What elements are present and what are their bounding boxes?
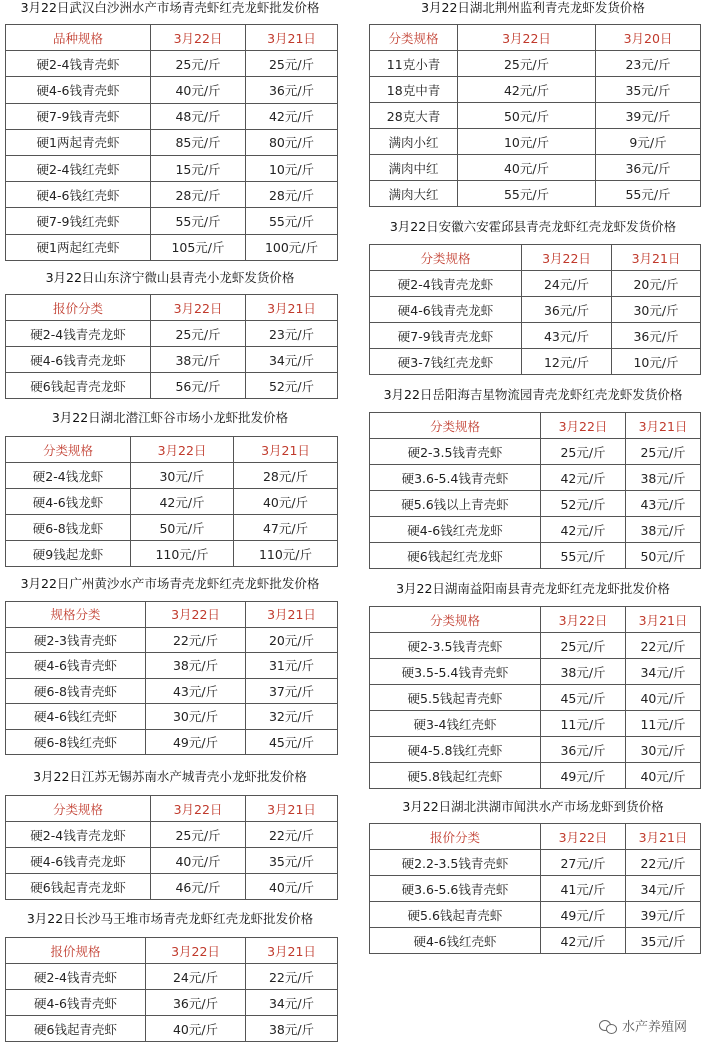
table-row [6, 990, 338, 1016]
spec-cell: 硬2-4钱青壳龙虾 [370, 271, 522, 297]
price-cell: 10元/斤 [246, 155, 338, 181]
table-row [6, 463, 338, 489]
table [5, 24, 338, 261]
price-cell: 43元/斤 [626, 491, 701, 517]
table [5, 795, 338, 900]
spec-cell: 硬6钱起青壳虾 [6, 1016, 146, 1042]
price-cell: 38元/斤 [151, 347, 246, 373]
spec-cell: 硬3-7钱红壳龙虾 [370, 349, 522, 375]
table-title: 3月22日江苏无锡苏南水产城青壳小龙虾批发价格 [33, 769, 307, 784]
table-row [370, 711, 701, 737]
column-header: 3月22日 [151, 25, 246, 51]
price-cell: 22元/斤 [146, 627, 246, 653]
table [369, 244, 701, 375]
spec-cell: 硬6-8钱龙虾 [6, 515, 131, 541]
column-header: 3月21日 [246, 796, 338, 822]
table-row [6, 77, 338, 103]
price-cell: 34元/斤 [626, 659, 701, 685]
price-table [369, 244, 700, 375]
price-cell: 55元/斤 [541, 543, 626, 569]
table-row [6, 208, 338, 234]
spec-cell: 硬7-9钱青壳虾 [6, 103, 151, 129]
spec-cell: 硬2.2-3.5钱青壳虾 [370, 850, 541, 876]
table-row [6, 182, 338, 208]
table-header-row [6, 437, 338, 463]
price-cell: 40元/斤 [151, 77, 246, 103]
price-cell: 32元/斤 [246, 704, 338, 730]
price-cell: 35元/斤 [626, 928, 701, 954]
spec-cell: 硬6-8钱红壳虾 [6, 729, 146, 755]
spec-cell: 硬2-4钱红壳虾 [6, 155, 151, 181]
table-header-row [6, 295, 338, 321]
price-table [5, 436, 337, 567]
column-header: 3月21日 [246, 938, 338, 964]
column-header: 3月22日 [131, 437, 234, 463]
table-row [370, 323, 701, 349]
table-title: 3月22日湖北潜江虾谷市场小龙虾批发价格 [51, 410, 289, 425]
column-header: 3月21日 [246, 295, 338, 321]
table-row [370, 77, 701, 103]
price-cell: 11元/斤 [541, 711, 626, 737]
spec-cell: 硬6钱起青壳龙虾 [6, 373, 151, 399]
table-row [6, 541, 338, 567]
table-header-row [370, 413, 701, 439]
table [369, 412, 701, 569]
price-cell: 42元/斤 [541, 465, 626, 491]
spec-cell: 硬3.6-5.4钱青壳虾 [370, 465, 541, 491]
price-table-nanxian [366, 581, 700, 784]
price-cell: 23元/斤 [246, 321, 338, 347]
table-title: 3月22日长沙马王堆市场青壳龙虾红壳龙虾批发价格 [26, 911, 314, 926]
price-cell: 40元/斤 [246, 874, 338, 900]
price-cell: 38元/斤 [246, 1016, 338, 1042]
spec-cell: 硬4-6钱青壳龙虾 [6, 848, 151, 874]
table-row [370, 737, 701, 763]
price-cell: 10元/斤 [612, 349, 701, 375]
price-table-jianli [366, 0, 700, 202]
table-row [370, 543, 701, 569]
table-row [370, 129, 701, 155]
table-row [6, 515, 338, 541]
price-cell: 41元/斤 [541, 876, 626, 902]
price-table-changsha [3, 911, 337, 1037]
price-cell: 36元/斤 [596, 155, 701, 181]
price-cell: 25元/斤 [246, 51, 338, 77]
price-table [369, 823, 700, 954]
spec-cell: 硬5.5钱起青壳虾 [370, 685, 541, 711]
table-row [370, 271, 701, 297]
table [369, 823, 701, 954]
price-cell: 39元/斤 [596, 103, 701, 129]
spec-cell: 18克中青 [370, 77, 458, 103]
column-header: 3月22日 [541, 413, 626, 439]
column-header: 分类规格 [6, 437, 131, 463]
price-cell: 36元/斤 [146, 990, 246, 1016]
spec-cell: 硬5.6钱起青壳虾 [370, 902, 541, 928]
spec-cell: 28克大青 [370, 103, 458, 129]
price-cell: 40元/斤 [234, 489, 338, 515]
table-header-row [370, 824, 701, 850]
wechat-icon [599, 1019, 617, 1033]
column-header: 3月21日 [626, 824, 701, 850]
price-table [5, 294, 337, 399]
spec-cell: 硬4-6钱红壳龙虾 [370, 517, 541, 543]
price-table-wuhan [3, 0, 337, 256]
spec-cell: 硬4-6钱青壳虾 [6, 77, 151, 103]
table-row [6, 103, 338, 129]
price-cell: 22元/斤 [246, 822, 338, 848]
spec-cell: 硬4-6钱青壳虾 [6, 653, 146, 679]
price-cell: 49元/斤 [146, 729, 246, 755]
spec-cell: 硬6-8钱青壳虾 [6, 678, 146, 704]
spec-cell: 硬4-6钱红壳虾 [6, 704, 146, 730]
price-cell: 50元/斤 [626, 543, 701, 569]
price-table-huoqiu [366, 219, 700, 370]
price-cell: 43元/斤 [522, 323, 612, 349]
table-row [370, 633, 701, 659]
table-row [370, 439, 701, 465]
table-title: 3月22日湖北荆州监利青壳龙虾发货价格 [421, 0, 645, 15]
price-cell: 56元/斤 [151, 373, 246, 399]
table-row [370, 928, 701, 954]
table-title: 3月22日武汉白沙洲水产市场青壳虾红壳龙虾批发价格 [20, 0, 320, 15]
price-cell: 24元/斤 [146, 964, 246, 990]
column-header: 3月20日 [596, 25, 701, 51]
table-row [6, 729, 338, 755]
price-cell: 30元/斤 [146, 704, 246, 730]
table-row [6, 155, 338, 181]
column-header: 3月22日 [151, 295, 246, 321]
price-cell: 49元/斤 [541, 902, 626, 928]
column-header: 3月22日 [151, 796, 246, 822]
price-table [5, 795, 337, 900]
spec-cell: 硬4-6钱红壳虾 [6, 182, 151, 208]
price-cell: 30元/斤 [612, 297, 701, 323]
column-header: 分类规格 [370, 413, 541, 439]
price-cell: 110元/斤 [131, 541, 234, 567]
price-table-yueyang [366, 387, 700, 564]
price-cell: 85元/斤 [151, 129, 246, 155]
column-header: 分类规格 [370, 25, 458, 51]
table-row [6, 678, 338, 704]
table-row [6, 489, 338, 515]
price-cell: 42元/斤 [246, 103, 338, 129]
spec-cell: 硬3.6-5.6钱青壳虾 [370, 876, 541, 902]
spec-cell: 满肉大红 [370, 181, 458, 207]
price-cell: 38元/斤 [541, 659, 626, 685]
price-cell: 40元/斤 [151, 848, 246, 874]
table-row [6, 874, 338, 900]
spec-cell: 硬2-4钱龙虾 [6, 463, 131, 489]
price-cell: 35元/斤 [596, 77, 701, 103]
spec-cell: 硬9钱起龙虾 [6, 541, 131, 567]
price-cell: 9元/斤 [596, 129, 701, 155]
spec-cell: 硬1两起红壳虾 [6, 234, 151, 260]
spec-cell: 硬2-3.5钱青壳虾 [370, 439, 541, 465]
table-row [6, 234, 338, 260]
spec-cell: 硬4-6钱龙虾 [6, 489, 131, 515]
table-row [370, 850, 701, 876]
price-cell: 42元/斤 [131, 489, 234, 515]
table [369, 606, 701, 789]
price-cell: 23元/斤 [596, 51, 701, 77]
table [5, 436, 338, 567]
column-header: 3月22日 [146, 938, 246, 964]
price-cell: 43元/斤 [146, 678, 246, 704]
price-cell: 28元/斤 [234, 463, 338, 489]
price-cell: 10元/斤 [458, 129, 596, 155]
price-cell: 25元/斤 [458, 51, 596, 77]
price-table [5, 601, 337, 755]
spec-cell: 硬5.6钱以上青壳虾 [370, 491, 541, 517]
price-cell: 50元/斤 [131, 515, 234, 541]
column-header: 3月21日 [626, 607, 701, 633]
column-header: 3月21日 [234, 437, 338, 463]
table-row [370, 902, 701, 928]
price-cell: 42元/斤 [541, 517, 626, 543]
table-title: 3月22日安徽六安霍邱县青壳龙虾红壳龙虾发货价格 [389, 219, 677, 234]
table-header-row [370, 245, 701, 271]
price-cell: 52元/斤 [541, 491, 626, 517]
spec-cell: 硬4-6钱青壳龙虾 [370, 297, 522, 323]
spec-cell: 硬4-6钱青壳龙虾 [6, 347, 151, 373]
table-row [6, 848, 338, 874]
price-table-wuxi [3, 769, 337, 895]
table [5, 294, 338, 399]
spec-cell: 硬3-4钱红壳虾 [370, 711, 541, 737]
column-header: 分类规格 [370, 245, 522, 271]
spec-cell: 硬2-3.5钱青壳虾 [370, 633, 541, 659]
price-cell: 25元/斤 [626, 439, 701, 465]
price-cell: 34元/斤 [246, 990, 338, 1016]
price-cell: 22元/斤 [626, 850, 701, 876]
price-cell: 35元/斤 [246, 848, 338, 874]
watermark-text: 水产养殖网 [621, 1020, 687, 1035]
price-table-weishan [3, 270, 337, 394]
column-header: 分类规格 [370, 607, 541, 633]
price-cell: 55元/斤 [596, 181, 701, 207]
price-cell: 42元/斤 [458, 77, 596, 103]
spec-cell: 硬4-6钱青壳虾 [6, 990, 146, 1016]
price-cell: 22元/斤 [626, 633, 701, 659]
price-cell: 55元/斤 [246, 208, 338, 234]
price-cell: 42元/斤 [541, 928, 626, 954]
column-header: 3月22日 [541, 824, 626, 850]
price-cell: 28元/斤 [246, 182, 338, 208]
spec-cell: 硬3.5-5.4钱青壳虾 [370, 659, 541, 685]
table-header-row [6, 602, 338, 628]
price-cell: 39元/斤 [626, 902, 701, 928]
table-row [6, 653, 338, 679]
price-cell: 38元/斤 [626, 517, 701, 543]
table-header-row [6, 25, 338, 51]
table-row [370, 181, 701, 207]
price-table-qianjiang [3, 410, 337, 562]
column-header: 规格分类 [6, 602, 146, 628]
price-table [369, 606, 700, 789]
column-header: 3月21日 [626, 413, 701, 439]
table-row [6, 627, 338, 653]
table-row [370, 465, 701, 491]
price-table [369, 412, 700, 569]
table-header-row [6, 796, 338, 822]
table-row [6, 51, 338, 77]
table-row [6, 964, 338, 990]
price-cell: 50元/斤 [458, 103, 596, 129]
column-header: 3月21日 [246, 25, 338, 51]
price-cell: 80元/斤 [246, 129, 338, 155]
price-cell: 47元/斤 [234, 515, 338, 541]
price-cell: 40元/斤 [458, 155, 596, 181]
price-cell: 30元/斤 [131, 463, 234, 489]
price-cell: 25元/斤 [541, 439, 626, 465]
table-title: 3月22日湖北洪湖市闻洪水产市场龙虾到货价格 [402, 799, 664, 814]
column-header: 3月21日 [246, 602, 338, 628]
table-row [370, 876, 701, 902]
column-header: 3月22日 [541, 607, 626, 633]
price-cell: 25元/斤 [151, 321, 246, 347]
price-cell: 20元/斤 [246, 627, 338, 653]
table-row [370, 517, 701, 543]
table-header-row [370, 25, 701, 51]
price-cell: 45元/斤 [246, 729, 338, 755]
column-header: 报价规格 [6, 938, 146, 964]
price-cell: 37元/斤 [246, 678, 338, 704]
price-cell: 22元/斤 [246, 964, 338, 990]
price-cell: 48元/斤 [151, 103, 246, 129]
price-table [369, 24, 700, 207]
spec-cell: 硬7-9钱青壳龙虾 [370, 323, 522, 349]
table-title: 3月22日岳阳海吉星物流园青壳龙虾红壳龙虾发货价格 [383, 387, 683, 402]
price-cell: 105元/斤 [151, 234, 246, 260]
price-cell: 31元/斤 [246, 653, 338, 679]
price-cell: 40元/斤 [626, 685, 701, 711]
price-cell: 40元/斤 [626, 763, 701, 789]
price-cell: 27元/斤 [541, 850, 626, 876]
price-table-guangzhou [3, 576, 337, 750]
spec-cell: 硬7-9钱红壳虾 [6, 208, 151, 234]
price-cell: 38元/斤 [626, 465, 701, 491]
price-cell: 15元/斤 [151, 155, 246, 181]
price-cell: 46元/斤 [151, 874, 246, 900]
table-row [370, 349, 701, 375]
price-cell: 28元/斤 [151, 182, 246, 208]
price-cell: 34元/斤 [626, 876, 701, 902]
table-row [6, 373, 338, 399]
price-cell: 25元/斤 [151, 51, 246, 77]
spec-cell: 硬2-4钱青壳虾 [6, 964, 146, 990]
column-header: 3月22日 [146, 602, 246, 628]
column-header: 报价分类 [6, 295, 151, 321]
table-row [370, 763, 701, 789]
spec-cell: 满肉中红 [370, 155, 458, 181]
table [369, 24, 701, 207]
column-header: 分类规格 [6, 796, 151, 822]
spec-cell: 硬2-4钱青壳龙虾 [6, 321, 151, 347]
price-cell: 24元/斤 [522, 271, 612, 297]
spec-cell: 硬1两起青壳虾 [6, 129, 151, 155]
table-row [370, 297, 701, 323]
price-cell: 55元/斤 [458, 181, 596, 207]
price-table [5, 937, 337, 1042]
column-header: 3月22日 [458, 25, 596, 51]
table-title: 3月22日广州黄沙水产市场青壳龙虾红壳龙虾批发价格 [20, 576, 320, 591]
spec-cell: 硬6钱起红壳龙虾 [370, 543, 541, 569]
price-cell: 12元/斤 [522, 349, 612, 375]
spec-cell: 硬2-4钱青壳虾 [6, 51, 151, 77]
price-table-honghu [366, 799, 700, 949]
price-cell: 52元/斤 [246, 373, 338, 399]
watermark [599, 1016, 687, 1035]
spec-cell: 硬4-5.8钱红壳虾 [370, 737, 541, 763]
price-cell: 40元/斤 [146, 1016, 246, 1042]
table-title: 3月22日山东济宁微山县青壳小龙虾发货价格 [45, 270, 295, 285]
table-title: 3月22日湖南益阳南县青壳龙虾红壳龙虾批发价格 [396, 581, 670, 596]
table-row [6, 822, 338, 848]
column-header: 3月21日 [612, 245, 701, 271]
price-cell: 25元/斤 [151, 822, 246, 848]
price-cell: 45元/斤 [541, 685, 626, 711]
table-header-row [370, 607, 701, 633]
price-cell: 30元/斤 [626, 737, 701, 763]
table-row [370, 103, 701, 129]
table-row [6, 321, 338, 347]
spec-cell: 满肉小红 [370, 129, 458, 155]
spec-cell: 11克小青 [370, 51, 458, 77]
column-header: 3月22日 [522, 245, 612, 271]
price-cell: 38元/斤 [146, 653, 246, 679]
table [5, 937, 338, 1042]
price-cell: 36元/斤 [522, 297, 612, 323]
spec-cell: 硬2-4钱青壳龙虾 [6, 822, 151, 848]
spec-cell: 硬2-3钱青壳虾 [6, 627, 146, 653]
column-header: 品种规格 [6, 25, 151, 51]
price-cell: 11元/斤 [626, 711, 701, 737]
price-cell: 110元/斤 [234, 541, 338, 567]
price-cell: 34元/斤 [246, 347, 338, 373]
table-row [6, 129, 338, 155]
price-cell: 36元/斤 [541, 737, 626, 763]
table-row [6, 1016, 338, 1042]
spec-cell: 硬5.8钱起红壳虾 [370, 763, 541, 789]
price-cell: 49元/斤 [541, 763, 626, 789]
table-row [370, 155, 701, 181]
price-cell: 100元/斤 [246, 234, 338, 260]
price-cell: 55元/斤 [151, 208, 246, 234]
spec-cell: 硬4-6钱红壳虾 [370, 928, 541, 954]
table-row [370, 51, 701, 77]
price-cell: 20元/斤 [612, 271, 701, 297]
price-cell: 25元/斤 [541, 633, 626, 659]
price-cell: 36元/斤 [612, 323, 701, 349]
table-row [370, 659, 701, 685]
column-header: 报价分类 [370, 824, 541, 850]
price-table [5, 24, 337, 261]
table-row [370, 491, 701, 517]
table-row [370, 685, 701, 711]
table [5, 601, 338, 755]
spec-cell: 硬6钱起青壳龙虾 [6, 874, 151, 900]
table-row [6, 704, 338, 730]
table-header-row [6, 938, 338, 964]
price-cell: 36元/斤 [246, 77, 338, 103]
table-row [6, 347, 338, 373]
